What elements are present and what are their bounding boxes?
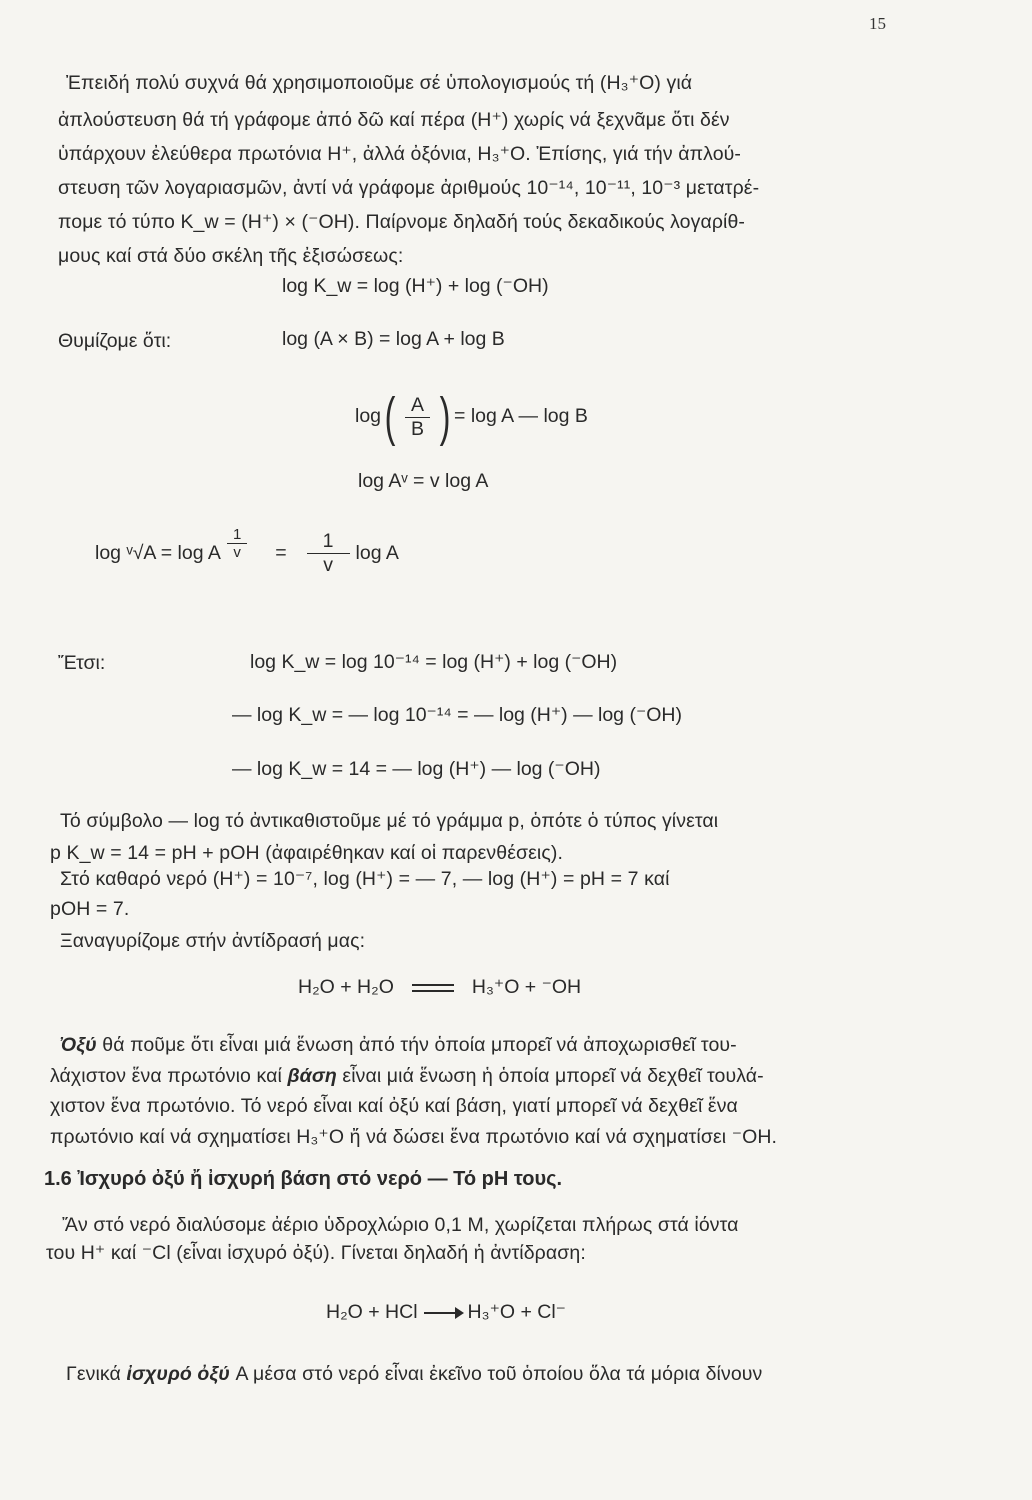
equals-sign: = [275,542,287,564]
paragraph-line: στευση τῶν λογαριασμῶν, ἀντί νά γράφομε ἀριθμούς 10⁻¹⁴, 10⁻¹¹, 10⁻³ μετατρέ- [58,177,760,199]
remember-label: Θυμίζομε ὅτι: [58,330,172,352]
paragraph-text: εἶναι μιά ἕνωση ἡ ὁποία μπορεῖ νά δεχθεῖ τουλά- [336,1065,764,1087]
root-lhs: log ᵛ√A = log A [95,542,221,564]
acid-term: Ὀξύ [60,1034,97,1056]
paragraph-line: Ἄν στό νερό διαλύσομε ἀέριο ὑδροχλώριο 0,1 M, χωρίζεται πλήρως στά ἰόντα [62,1214,739,1236]
reaction-lhs: H₂O + H₂O [298,976,394,998]
paragraph-text: λάχιστον ἕνα πρωτόνιο καί [50,1065,288,1087]
equation-rhs: = log A — log B [454,405,588,428]
paragraph-text: θά ποῦμε ὅτι εἶναι μιά ἕνωση ἀπό τήν ὁποία μπορεῖ νά ἀποχωρισθεῖ του- [96,1034,737,1056]
exponent-denominator: v [227,543,247,561]
exponent-numerator: 1 [232,526,242,543]
left-paren: ( [384,387,396,447]
page-number: 15 [869,14,886,33]
paragraph-line [50,1063,886,1089]
reaction-arrow-icon [424,1312,462,1314]
root-rhs: log A [355,542,399,564]
equilibrium-arrow-icon [412,981,454,995]
right-paren: ) [439,387,451,447]
paragraph-line: Ξαναγυρίζομε στήν ἀντίδρασή μας: [60,930,366,952]
reaction-hcl-dissociation [326,1300,566,1324]
paragraph-line: pOH = 7. [50,898,130,920]
log-prefix: log [355,405,382,428]
reaction-rhs: H₃⁺O + Cl⁻ [467,1301,566,1323]
equation-log-power: log Aᵛ = v log A [358,470,489,492]
paragraph-text: Γενικά [66,1363,127,1385]
paragraph-line: χιστον ἕνα πρωτόνιο. Τό νερό εἶναι καί ὀξύ καί βάση, γιατί μπορεῖ νά δεχθεῖ ἕνα [50,1095,738,1117]
equation-log-root [95,526,399,577]
paragraph-line: Στό καθαρό νερό (H⁺) = 10⁻⁷, log (H⁺) = — 7, — log (H⁺) = pH = 7 καί [60,868,670,890]
denominator: B [405,417,430,441]
paragraph-line: Τό σύμβολο — log τό ἀντικαθιστοῦμε μέ τό γράμμα p, ὁπότε ὁ τύπος γίνεται [60,810,719,832]
section-heading: 1.6 Ἰσχυρό ὀξύ ἤ ἰσχυρή βάση στό νερό — Τό pH τους. [44,1168,563,1190]
coefficient-numerator: 1 [322,530,334,552]
equation-thus-2: — log K_w = — log 10⁻¹⁴ = — log (H⁺) — log (⁻OH) [232,704,682,726]
paragraph-text: A μέσα στό νερό εἶναι ἐκεῖνο τοῦ ὁποίου ὅλα τά μόρια δίνουν [229,1363,763,1385]
equation-thus-1: log K_w = log 10⁻¹⁴ = log (H⁺) + log (⁻OH) [250,651,618,673]
paragraph-line: ὑπάρχουν ἐλεύθερα πρωτόνια H⁺, ἀλλά ὀξόνια, H₃⁺O. Ἐπίσης, γιά τήν ἀπλού- [58,143,742,165]
reaction-rhs: H₃⁺O + ⁻OH [471,976,582,998]
paragraph-line [66,1361,902,1387]
paragraph-line [60,1032,896,1058]
numerator: A [411,393,425,416]
strong-acid-term: ἰσχυρό ὀξύ [126,1363,230,1385]
coefficient-fraction [307,530,350,577]
coefficient-denominator: v [307,553,350,577]
reaction-lhs: H₂O + HCl [326,1301,418,1323]
exponent-fraction [227,526,247,561]
paragraph-line: μους καί στά δύο σκέλη τῆς ἐξισώσεως: [58,245,404,267]
paragraph-line: Ἐπειδή πολύ συχνά θά χρησιμοποιοῦμε σέ ὑπολογισμούς τή (H₃⁺O) γιά [66,72,693,94]
fraction [405,394,430,441]
equation-log-kw: log K_w = log (H⁺) + log (⁻OH) [282,275,549,297]
paragraph-line: p K_w = 14 = pH + pOH (ἀφαιρέθηκαν καί οἱ παρενθέσεις). [50,842,563,864]
paragraph-line: του H⁺ καί ⁻Cl (εἶναι ἰσχυρό ὀξύ). Γίνεται δηλαδή ἡ ἀντίδραση: [46,1242,586,1264]
equation-thus-3: — log K_w = 14 = — log (H⁺) — log (⁻OH) [232,758,601,780]
paragraph-line: ἀπλούστευση θά τή γράφομε ἀπό δῶ καί πέρα (H⁺) χωρίς νά ξεχνᾶμε ὅτι δέν [58,109,730,131]
reaction-water-autoionization [298,975,581,999]
paragraph-line: πομε τό τύπο K_w = (H⁺) × (⁻OH). Παίρνομε δηλαδή τούς δεκαδικούς λογαρίθ- [58,211,746,233]
equation-log-product: log (A × B) = log A + log B [282,328,505,350]
base-term: βάση [287,1065,337,1087]
equation-log-quotient [355,387,588,447]
thus-label: Ἔτσι: [58,652,106,674]
paragraph-line: πρωτόνιο καί νά σχηματίσει H₃⁺O ἤ νά δώσει ἕνα πρωτόνιο καί νά σχηματίσει ⁻OH. [50,1126,778,1148]
